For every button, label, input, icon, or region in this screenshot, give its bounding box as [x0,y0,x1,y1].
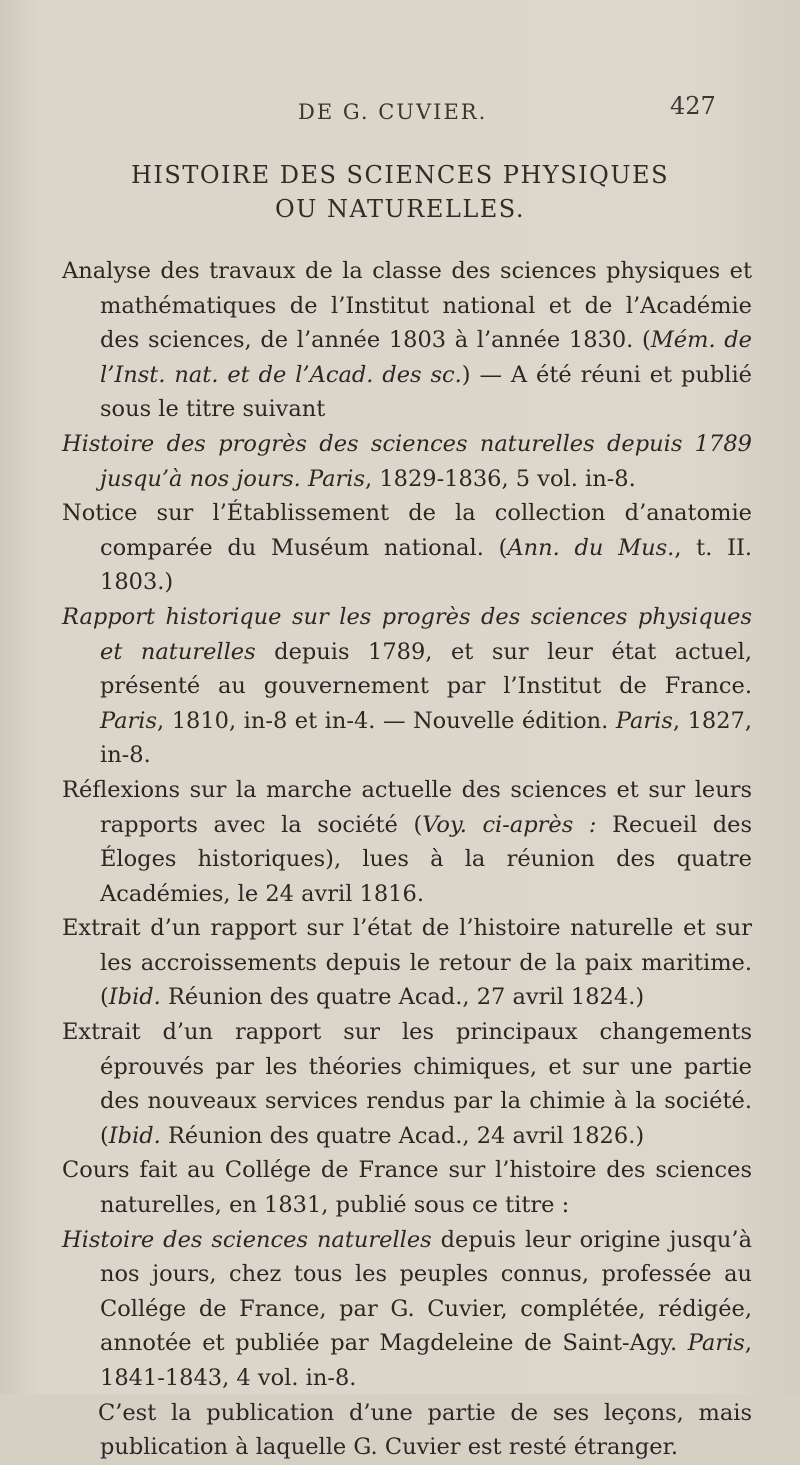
bibliography-entry: Cours fait au Collége de France sur l’histoire des sciences naturelles, en 1831, publié sous ce titre : [62,1157,752,1219]
bibliography-entry: Histoire des sciences naturelles depuis leur origine jusqu’à nos jours, chez tous les peuples connus, professée au Collége de France, par G. Cuvier, complétée, rédigée, annotée et publiée par Magdeleine de Saint-Agy. Paris, 1841-1843, 4 vol. in-8. [62,1226,752,1391]
bibliography-entry: Réflexions sur la marche actuelle des sciences et sur leurs rapports avec la société (Voy. ci-après : Recueil des Éloges historiques), lues à la réunion des quatre Académies, le 24 avril 1816. [62,776,752,907]
bibliography-entry: Rapport historique sur les progrès des sciences physiques et naturelles depuis 1789, et sur leur état actuel, présenté au gouvernement par l’Institut de France. Paris, 1810, in-8 et in-4. — Nouvelle édition. Paris, 1827, in-8. [62,603,752,769]
section-title [0,158,800,226]
bibliography-entry: Extrait d’un rapport sur les principaux changements éprouvés par les théories chimiques, et sur une partie des nouveaux services rendus par la chimie à la société. (Ibid. Réunion des quatre Acad., 24 avril 1826.) [62,1019,752,1149]
section-title-line-2: OU NATURELLES. [275,195,525,223]
bibliography-note: C’est la publication d’une partie de ses leçons, mais publication à laquelle G. Cuvier est resté étranger. [98,1399,752,1461]
bibliography-entry: Analyse des travaux de la classe des sciences physiques et mathématiques de l’Institut national et de l’Académie des sciences, de l’année 1803 à l’année 1830. (Mém. de l’Inst. nat. et de l’Acad. des sc.) — A été réuni et publié sous le titre suivant [62,258,752,423]
bibliography-entry: Notice sur l’Établissement de la collection d’anatomie comparée du Muséum national. (Ann. du Mus., t. II. 1803.) [62,500,753,596]
running-head: DE G. CUVIER. [298,100,488,124]
page-number: 427 [670,92,716,120]
section-title-line-1: HISTOIRE DES SCIENCES PHYSIQUES [130,161,670,189]
bibliography-entry: Extrait d’un rapport sur l’état de l’histoire naturelle et sur les accroissements depuis le retour de la paix maritime. (Ibid. Réunion des quatre Acad., 27 avril 1824.) [62,915,752,1011]
bibliography-list [62,254,752,1465]
bibliography-entry: Histoire des progrès des sciences naturelles depuis 1789 jusqu’à nos jours. Paris, 1829-1836, 5 vol. in-8. [62,430,752,492]
